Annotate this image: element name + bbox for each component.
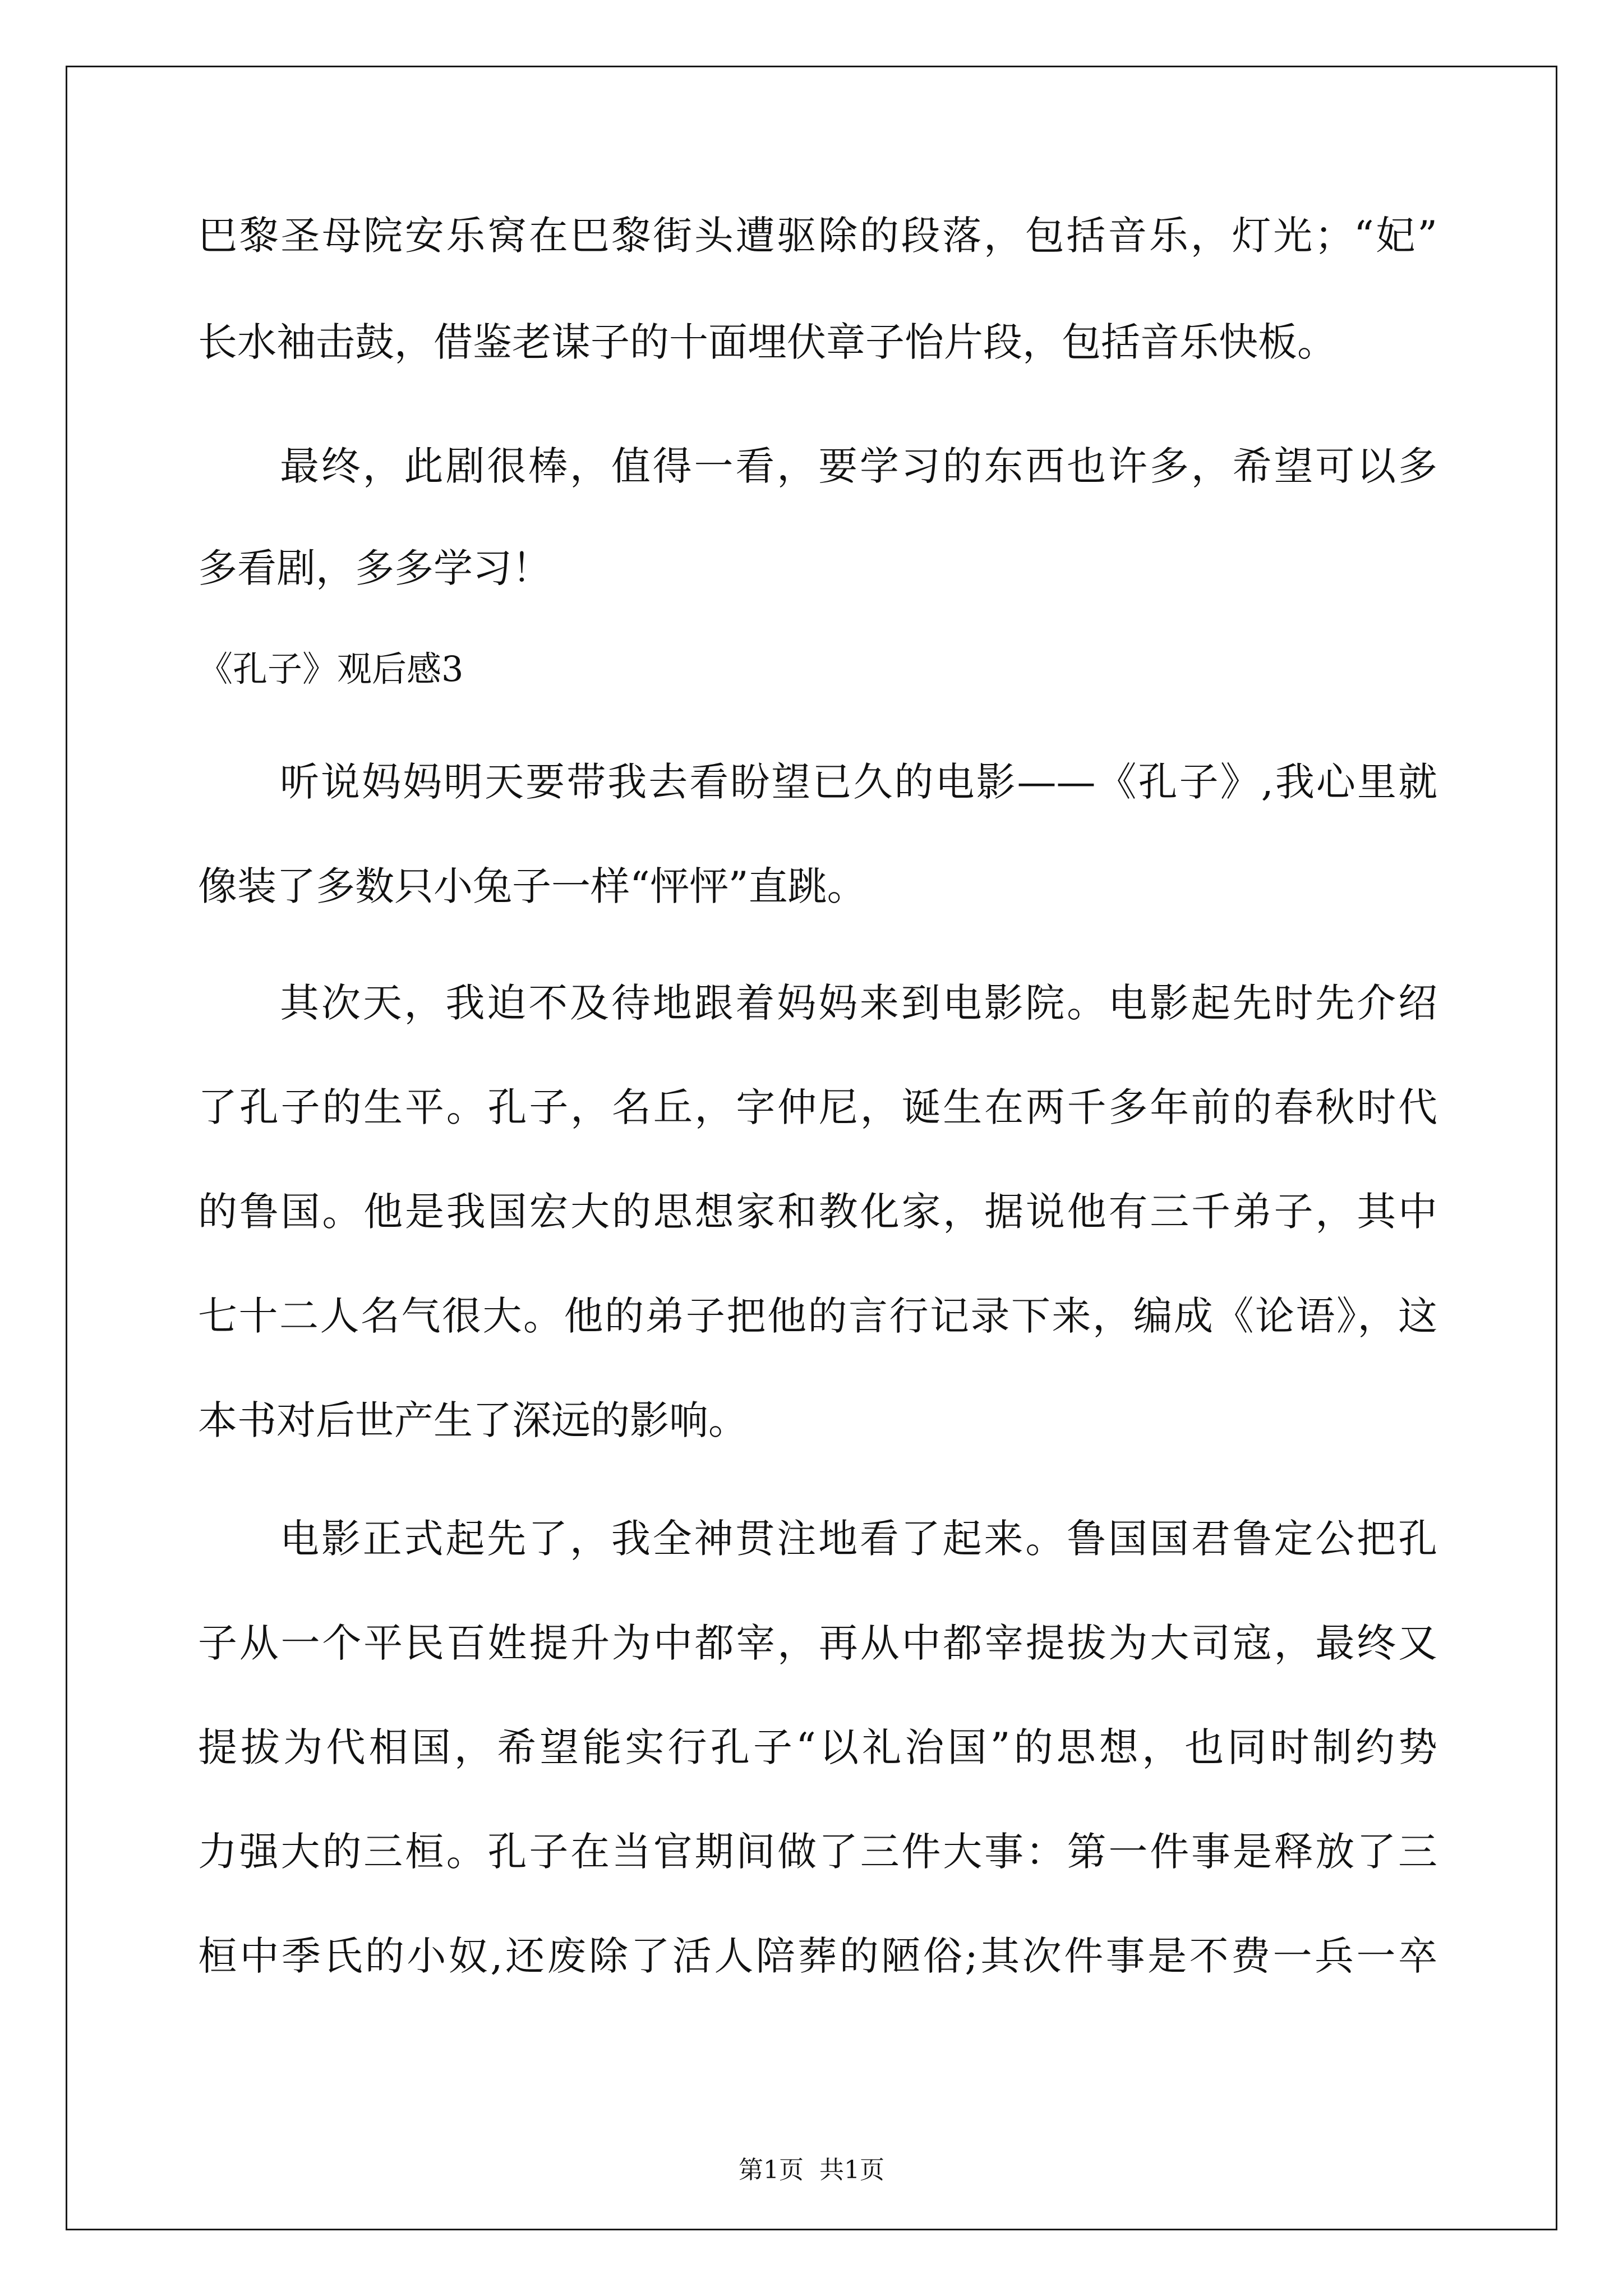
text-line: 电影正式起先了，我全神贯注地看了起来。鲁国国君鲁定公把孔 [280,1516,1437,1562]
text-line: 其次天，我迫不及待地跟着妈妈来到电影院。电影起先时先介绍 [280,980,1437,1026]
text-line: 像装了多数只小兔子一样“怦怦”直跳。 [198,863,866,909]
text-line: 多看剧，多多学习！ [198,545,551,591]
page-number: 第1页 [739,2156,804,2184]
text-line: 听说妈妈明天要带我去看盼望已久的电影——《孔子》,我心里就 [280,759,1437,805]
text-line: 巴黎圣母院安乐窝在巴黎街头遭驱除的段落，包括音乐，灯光；“妃” [198,213,1437,259]
text-line: 长水袖击鼓，借鉴老谋子的十面埋伏章子怡片段，包括音乐快板。 [198,319,1336,365]
text-line: 力强大的三桓。孔子在当官期间做了三件大事：第一件事是释放了三 [198,1829,1437,1875]
text-line: 桓中季氏的小奴,还废除了活人陪葬的陋俗;其次件事是不费一兵一卒 [198,1933,1437,1979]
text-line: 了孔子的生平。孔子，名丘，字仲尼，诞生在两千多年前的春秋时代 [198,1084,1437,1130]
text-line: 提拔为代相国，希望能实行孔子“以礼治国”的思想，也同时制约势 [198,1724,1437,1770]
text-line: 最终，此剧很棒，值得一看，要学习的东西也许多，希望可以多 [280,443,1437,489]
page-border [66,66,1557,2230]
text-line: 七十二人名气很大。他的弟子把他的言行记录下来，编成《论语》，这 [198,1293,1437,1339]
text-line: 的鲁国。他是我国宏大的思想家和教化家，据说他有三千弟子，其中 [198,1189,1437,1235]
section-heading: 《孔子》观后感3 [198,648,464,689]
text-line: 子从一个平民百姓提升为中都宰，再从中都宰提拔为大司寇，最终又 [198,1620,1437,1666]
page-footer [0,2150,1623,2185]
page-total: 共1页 [819,2156,884,2184]
text-line: 本书对后世产生了深远的影响。 [198,1397,748,1443]
